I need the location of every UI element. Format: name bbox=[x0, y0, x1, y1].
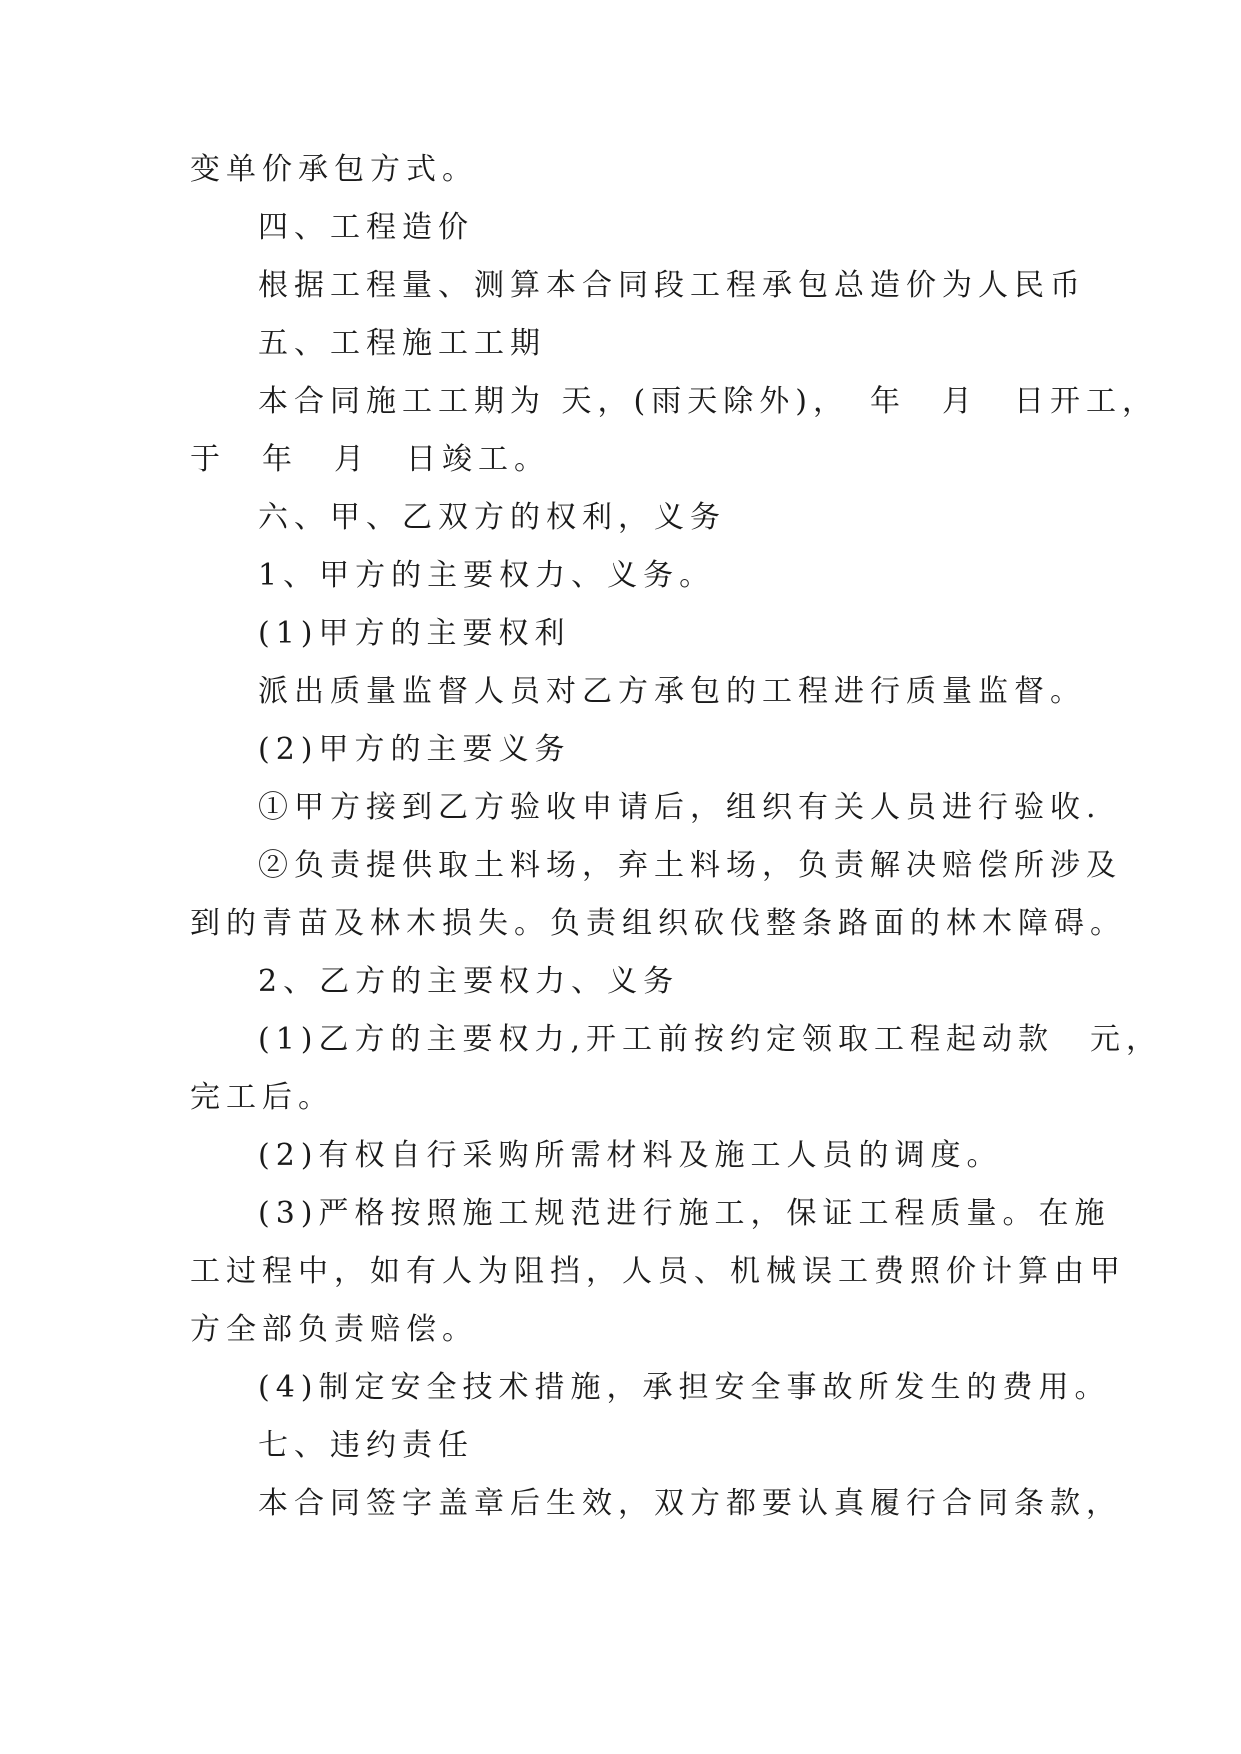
text-line: 工过程中，如有人为阻挡，人员、机械误工费照价计算由甲 bbox=[190, 1254, 1126, 1289]
text-line: ②负责提供取土料场，弃土料场，负责解决赔偿所涉及 bbox=[258, 848, 1122, 883]
subsection-heading: 1、甲方的主要权力、义务。 bbox=[258, 558, 716, 593]
clause-heading: (1)甲方的主要权利 bbox=[258, 616, 571, 651]
section-heading: 五、工程施工工期 bbox=[258, 326, 546, 361]
text-line: 本合同签字盖章后生效，双方都要认真履行合同条款， bbox=[258, 1486, 1122, 1521]
text-line: 到的青苗及林木损失。负责组织砍伐整条路面的林木障碍。 bbox=[190, 906, 1126, 941]
section-heading: 六、甲、乙双方的权利，义务 bbox=[258, 500, 726, 535]
section-heading: 四、工程造价 bbox=[258, 210, 474, 245]
text-line: (1)乙方的主要权力,开工前按约定领取工程起动款 元， bbox=[258, 1022, 1163, 1057]
text-line: (3)严格按照施工规范进行施工，保证工程质量。在施 bbox=[258, 1196, 1111, 1231]
text-line: 完工后。 bbox=[190, 1080, 334, 1115]
text-line: ①甲方接到乙方验收申请后，组织有关人员进行验收. bbox=[258, 790, 1102, 825]
section-heading: 七、违约责任 bbox=[258, 1428, 474, 1463]
text-line: 根据工程量、测算本合同段工程承包总造价为人民币 bbox=[258, 268, 1086, 303]
text-line: 本合同施工工期为 天，(雨天除外)， 年 月 日开工， bbox=[258, 384, 1158, 419]
text-line: 方全部负责赔偿。 bbox=[190, 1312, 478, 1347]
text-line: (4)制定安全技术措施，承担安全事故所发生的费用。 bbox=[258, 1370, 1111, 1405]
text-line: 派出质量监督人员对乙方承包的工程进行质量监督。 bbox=[258, 674, 1086, 709]
subsection-heading: 2、乙方的主要权力、义务 bbox=[258, 964, 680, 999]
clause-heading: (2)甲方的主要义务 bbox=[258, 732, 571, 767]
text-line: (2)有权自行采购所需材料及施工人员的调度。 bbox=[258, 1138, 1003, 1173]
text-line: 变单价承包方式。 bbox=[190, 152, 478, 187]
text-line: 于 年 月 日竣工。 bbox=[190, 442, 550, 477]
